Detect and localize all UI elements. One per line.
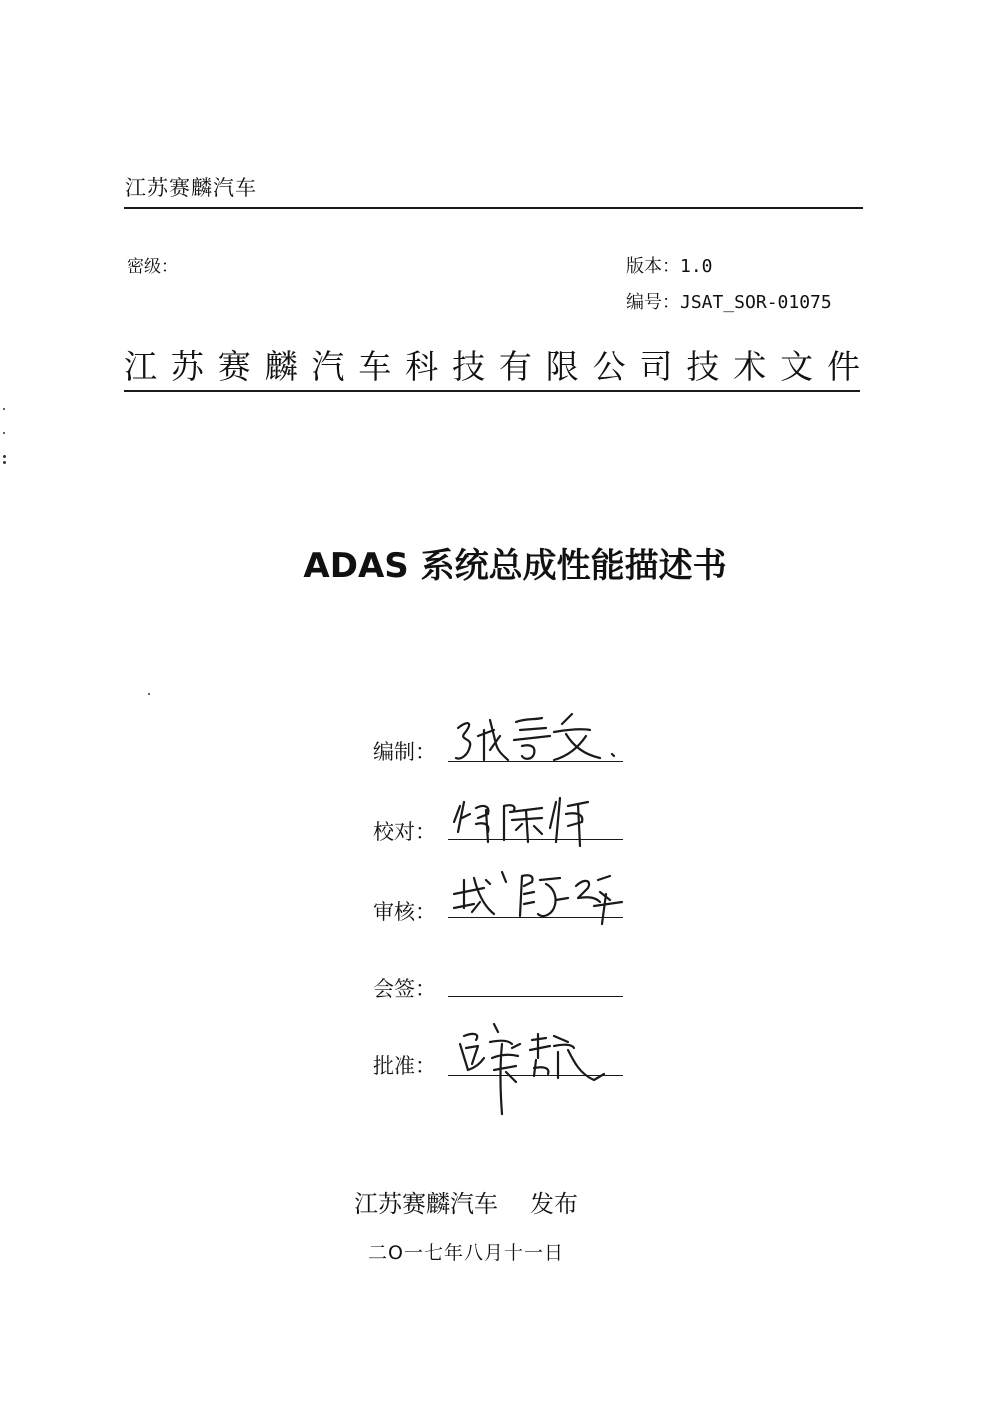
document-title [0,538,992,587]
approval-label-approve: 批准： [373,1054,436,1078]
publish-label: 发布 [530,1190,578,1218]
approval-line-countersign [448,996,623,997]
document-number-line [626,288,832,314]
publisher-line [354,1184,578,1219]
version-value: 1.0 [680,256,713,277]
document-title-main: 系统总成性能描述书 [420,546,727,586]
banner-underline [124,390,860,392]
document-number-value: JSAT_SOR-01075 [680,292,832,313]
document-type-banner: 江苏赛麟汽车科技有限公司技术文件 [124,347,860,386]
version-line [626,252,713,278]
scan-speck [3,461,6,464]
approval-label-countersign: 会签： [373,977,436,1001]
document-title-prefix: ADAS [303,546,409,586]
signature-approve [450,1018,630,1118]
signature-review [450,858,630,928]
version-label: 版本： [626,256,680,277]
signature-compiled [450,700,630,770]
publisher-name: 江苏赛麟汽车 [354,1190,498,1218]
scan-speck [3,432,5,434]
signature-proofread [450,780,630,850]
header-company-name: 江苏赛麟汽车 [125,176,257,200]
publish-date: 二O一七年八月十一日 [368,1242,564,1264]
approval-label-compiled: 编制： [373,740,436,764]
approval-label-review: 审核： [373,900,436,924]
secrecy-level-label: 密级： [127,257,178,277]
scan-speck [3,408,5,410]
scan-speck [3,455,6,458]
approval-label-proofread: 校对： [373,820,436,844]
scan-speck [148,693,150,695]
header-divider [124,207,863,209]
document-number-label: 编号： [626,292,680,313]
